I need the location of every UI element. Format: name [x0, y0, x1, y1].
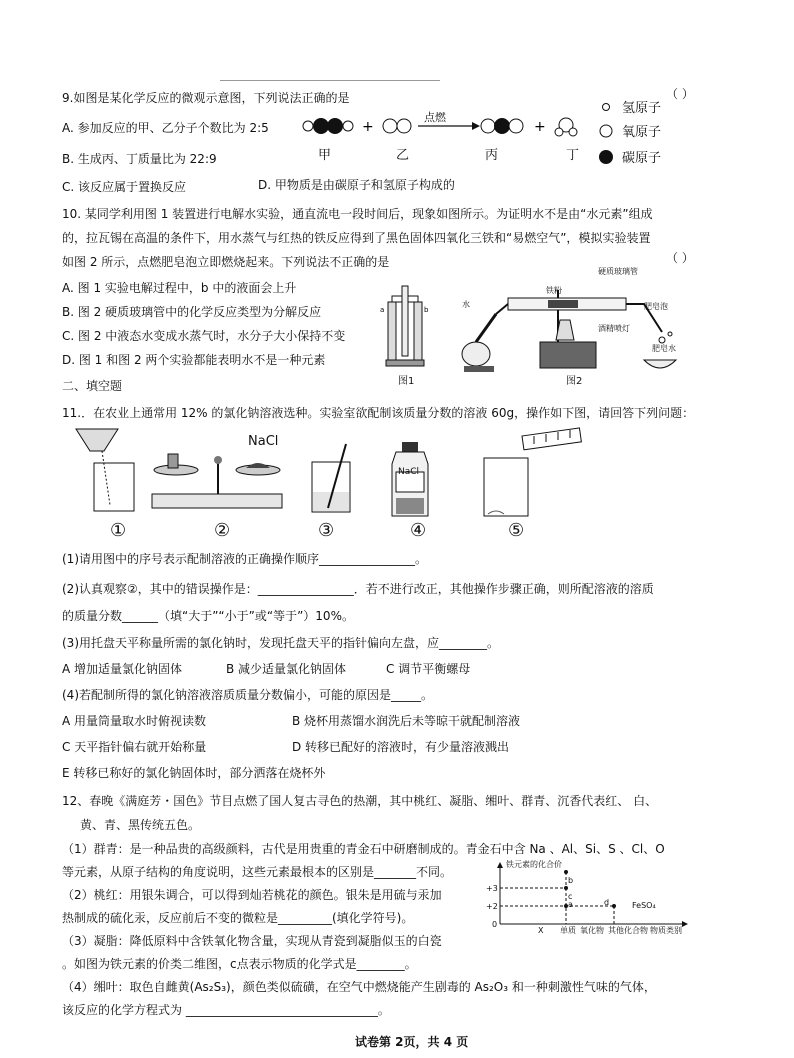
chart-xcat-element: 单质 [560, 926, 576, 935]
page-footer: 试卷第 2页，共 4 页 [355, 1035, 469, 1049]
q9-option-c: C. 该反应属于置换反应 [62, 180, 187, 194]
chart-xcat-other: 其他化合物 [608, 926, 648, 935]
q10-option-b: B. 图 2 硬质玻璃管中的化学反应类型为分解反应 [62, 305, 322, 319]
q12-part4-line2: 该反应的化学方程式为 ________________________________。 [62, 1003, 390, 1017]
label-yi: 乙 [396, 148, 410, 163]
q11-sub2-line1: (2)认真观察②，其中的错误操作是：________________．若不进行改正，其他操作步骤正确，则所配溶液的溶质 [62, 582, 654, 596]
q11-sub3: (3)用托盘天平称量所需的氯化钠时，发现托盘天平的指针偏向左盘，应________。 [62, 636, 500, 650]
chart-xcat-oxide: 氧化物 [580, 926, 604, 935]
q11-sub4-option-c: C 天平指针偏右就开始称量 [62, 740, 207, 754]
q10-option-d: D. 图 1 和图 2 两个实验都能表明水不是一种元素 [62, 353, 326, 367]
svg-text:b: b [424, 306, 429, 314]
q10-line2: 的，拉瓦锡在高温的条件下，用水蒸气与红热的铁反应得到了黑色固体四氧化三铁和“易燃空气”，模拟实验装置 [62, 231, 651, 245]
section-heading-fill-in: 二、填空题 [62, 379, 123, 393]
legend-carbon: 碳原子 [622, 151, 662, 166]
chart-ytick-zero: 0 [492, 920, 498, 929]
fig2-label-lamp: 酒精喷灯 [598, 324, 630, 333]
q10-option-a: A. 图 1 实验电解过程中，b 中的液面会上升 [62, 281, 297, 295]
chart-ytick-plus2: +2 [486, 902, 498, 911]
fig2-label-water: 水 [462, 300, 470, 309]
fig1-caption: 图1 [398, 376, 415, 387]
chart-point-a: a [568, 900, 573, 909]
q11-nacl-label-balance: NaCl [248, 434, 279, 449]
q11-step5-cylinder-beaker [474, 428, 584, 520]
label-ding: 丁 [566, 148, 580, 163]
q12-part2-line2: 热制成的硫化汞，反应前后不变的微粒是_________(填化学符号)。 [62, 911, 414, 925]
q11-sub3-option-b: B 减少适量氯化钠固体 [226, 662, 347, 676]
q11-stem: 11.．在农业上通常用 12% 的氯化钠溶液选种。实验室欲配制该质量分数的溶液 60g，操作如下图，请回答下列问题： [62, 406, 695, 420]
q12-part2-line1: （2）桃红：用银朱调合，可以得到灿若桃花的颜色。银朱是用硫与汞加 [62, 888, 442, 902]
q11-sub2-line2: 的质量分数______（填“大于”“小于”或“等于”）10%。 [62, 609, 354, 623]
svg-text:a: a [380, 306, 385, 314]
fig2-label-bubble: 肥皂泡 [644, 302, 668, 311]
q11-sub4-option-a: A 用量筒量取水时俯视读数 [62, 714, 207, 728]
chart-point-d: d [604, 898, 610, 907]
q11-sub4-option-b: B 烧杯用蒸馏水润洗后未等晾干就配制溶液 [292, 714, 521, 728]
q11-nacl-label-bottle: NaCl [398, 467, 420, 477]
chart-feso4-label: FeSO₄ [632, 901, 656, 910]
q12-part1-line2: 等元素，从原子结构的角度说明，这些元素最根本的区别是_______不同。 [62, 865, 453, 879]
q11-step-number-3: ③ [318, 520, 335, 541]
fig2-caption: 图2 [566, 376, 583, 387]
chart-point-c: c [568, 892, 573, 901]
q11-sub4-option-e: E 转移已称好的氯化钠固体时，部分洒落在烧杯外 [62, 766, 326, 780]
q12-part1-line1: （1）群青：是一种品贵的高级颜料，古代是用贵重的青金石中研磨制成的。青金石中含 Na 、Al、Si、S 、Cl、O [62, 842, 665, 856]
q11-sub3-option-c: C 调节平衡螺母 [386, 662, 471, 676]
q11-step4-reagent-bottle [386, 440, 434, 520]
q10-line1: 10. 某同学利用图 1 装置进行电解水实验，通直流电一段时间后，现象如图所示。为证明水不是由“水元素”组成 [62, 207, 653, 221]
q12-stem-line2: 黄、青、黑传统五色。 [80, 818, 201, 832]
fig2-iron-steam-apparatus [448, 262, 680, 378]
q11-sub4-option-d: D 转移已配好的溶液时，有少量溶液溅出 [292, 740, 510, 754]
q11-sub1: (1)请用图中的序号表示配制溶液的正确操作顺序________________。 [62, 552, 427, 566]
fig2-label-soapwater: 肥皂水 [652, 344, 676, 353]
legend-oxygen: 氧原子 [622, 125, 662, 140]
chart-point-b: b [568, 876, 574, 885]
q11-step-number-4: ④ [410, 520, 427, 541]
fig2-label-tube: 硬质玻璃管 [598, 267, 638, 276]
legend-hydrogen: 氢原子 [622, 101, 662, 116]
q11-step-number-2: ② [214, 520, 231, 541]
chart-ytick-plus3: +3 [486, 884, 498, 893]
q11-step2-balance [146, 440, 296, 520]
q9-stem: 9.如图是某化学反应的微观示意图，下列说法正确的是 [62, 91, 350, 105]
fig1-electrolysis-apparatus [380, 282, 430, 372]
q9-answer-paren: （ ） [666, 87, 694, 101]
chart-xlabel: 物质类别 [650, 926, 682, 935]
q11-sub3-option-a: A 增加适量氯化钠固体 [62, 662, 183, 676]
svg-text:+: + [362, 119, 374, 135]
q11-step-number-1: ① [110, 520, 127, 541]
chart-ylabel: 铁元素的化合价 [506, 860, 562, 869]
atom-legend-icons [598, 100, 618, 164]
q12-part4-line1: （4）缃叶：取色自雌黄(As₂S₃)，颜色类似硫磺，在空气中燃烧能产生剧毒的 As₂O₃ 和一种刺激性气味的气体， [62, 980, 656, 994]
q9-option-b: B. 生成丙、丁质量比为 22:9 [62, 152, 217, 166]
q10-answer-paren: （ ） [666, 251, 694, 265]
q12-part3-line1: （3）凝脂：降低原料中含铁氧化物含量，实现从青瓷到凝脂似玉的白瓷 [62, 934, 442, 948]
top-rule [220, 80, 440, 81]
q11-step-number-5: ⑤ [508, 520, 525, 541]
q12-part3-line2: 。如图为铁元素的价类二维图，c点表示物质的化学式是________。 [62, 957, 417, 971]
q9-option-a: A. 参加反应的甲、乙分子个数比为 2:5 [62, 121, 269, 135]
label-bing: 丙 [485, 148, 499, 163]
chart-xcat-x: X [538, 926, 544, 935]
q10-line3: 如图 2 所示，点燃肥皂泡立即燃烧起来。下列说法不正确的是 [62, 255, 390, 269]
svg-text:+: + [534, 119, 546, 135]
q12-stem-line1: 12、春晚《满庭芳・国色》节目点燃了国人复古寻色的热潮，其中桃红、凝脂、缃叶、群青、沉香代表红、 白、 [62, 794, 658, 808]
fig2-label-iron: 铁粉 [546, 286, 562, 295]
q11-step3-stirring-beaker [306, 440, 356, 520]
q9-option-d: D. 甲物质是由碳原子和氢原子构成的 [258, 178, 455, 192]
q10-option-c: C. 图 2 中液态水变成水蒸气时，水分子大小保持不变 [62, 329, 346, 343]
label-jia: 甲 [318, 148, 332, 163]
q11-sub4: (4)若配制所得的氯化钠溶液溶质质量分数偏小，可能的原因是_____。 [62, 688, 434, 702]
arrow-condition: 点燃 [424, 111, 446, 124]
q11-step1-beaker [72, 425, 142, 519]
